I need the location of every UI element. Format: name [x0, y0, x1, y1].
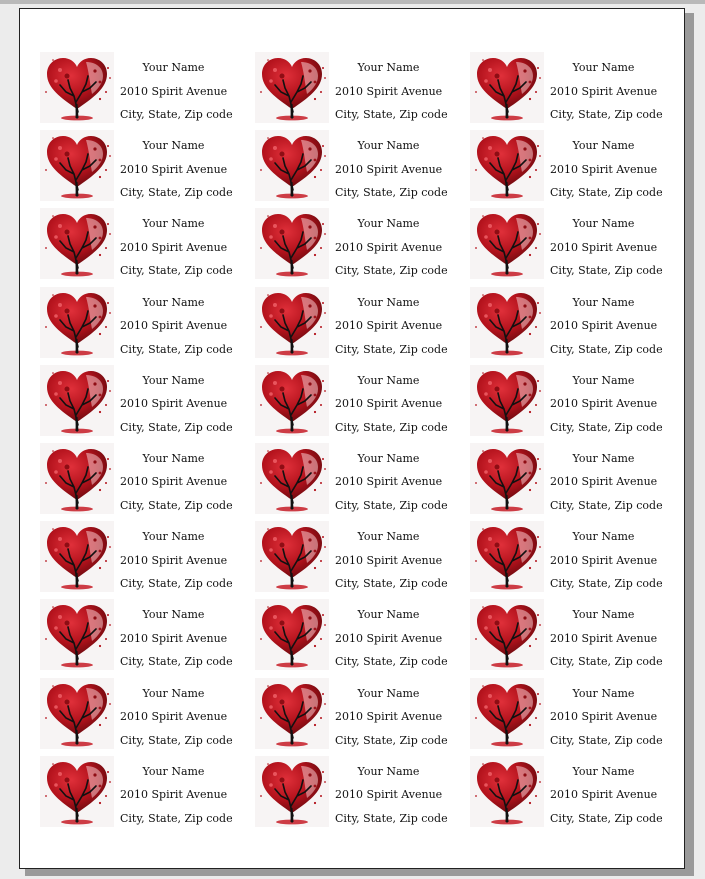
label-street: 2010 Spirit Avenue [550, 710, 658, 723]
address-text-block [120, 369, 233, 440]
address-text-block [120, 134, 233, 205]
label-street: 2010 Spirit Avenue [120, 319, 228, 333]
address-text-block [550, 212, 663, 283]
heart-tree-icon [40, 130, 114, 201]
address-text-block [120, 682, 233, 753]
address-label[interactable] [40, 599, 255, 677]
address-label[interactable] [40, 208, 255, 286]
address-label[interactable] [255, 756, 470, 834]
address-text-block [120, 760, 233, 831]
heart-tree-icon [470, 521, 544, 592]
window-top-edge [0, 0, 705, 4]
address-text-block [550, 447, 663, 518]
label-street: 2010 Spirit Avenue [335, 475, 443, 489]
label-name: Your Name [357, 764, 420, 778]
label-street: 2010 Spirit Avenue [120, 84, 228, 98]
label-city-line: City, State, Zip code [335, 811, 448, 825]
label-city-line: City, State, Zip code [550, 733, 663, 747]
heart-tree-icon [470, 599, 544, 670]
address-text-block [550, 56, 663, 127]
address-text-block [120, 603, 233, 674]
label-city-line: City, State, Zip code [335, 186, 448, 200]
label-street: 2010 Spirit Avenue [550, 397, 658, 411]
label-name: Your Name [357, 608, 420, 622]
label-street: 2010 Spirit Avenue [550, 788, 658, 802]
heart-tree-icon [255, 443, 329, 514]
label-street: 2010 Spirit Avenue [120, 162, 228, 176]
label-city-line: City, State, Zip code [335, 733, 448, 747]
address-label[interactable] [470, 521, 685, 599]
address-label[interactable] [470, 678, 685, 756]
heart-tree-icon [40, 521, 114, 592]
heart-tree-icon [40, 365, 114, 436]
address-label[interactable] [470, 287, 685, 365]
heart-tree-icon [40, 287, 114, 358]
address-text-block [335, 56, 448, 127]
label-street: 2010 Spirit Avenue [550, 631, 658, 645]
heart-tree-icon [40, 756, 114, 827]
label-street: 2010 Spirit Avenue [335, 84, 443, 98]
label-street: 2010 Spirit Avenue [550, 553, 658, 567]
label-city-line: City, State, Zip code [335, 498, 448, 512]
address-label[interactable] [255, 678, 470, 756]
heart-tree-icon [40, 208, 114, 279]
label-city-line: City, State, Zip code [550, 186, 663, 200]
address-text-block [335, 682, 448, 753]
label-street: 2010 Spirit Avenue [335, 553, 443, 567]
heart-tree-icon [470, 365, 544, 436]
heart-tree-icon [255, 208, 329, 279]
address-text-block [550, 760, 663, 831]
address-label[interactable] [470, 443, 685, 521]
label-street: 2010 Spirit Avenue [120, 788, 228, 802]
address-text-block [550, 291, 663, 362]
heart-tree-icon [470, 678, 544, 749]
address-text-block [550, 134, 663, 205]
label-street: 2010 Spirit Avenue [335, 397, 443, 411]
address-text-block [120, 447, 233, 518]
label-city-line: City, State, Zip code [120, 264, 233, 278]
label-name: Your Name [357, 451, 420, 465]
label-street: 2010 Spirit Avenue [120, 397, 228, 411]
label-name: Your Name [572, 295, 635, 309]
label-street: 2010 Spirit Avenue [550, 319, 658, 333]
address-label[interactable] [40, 756, 255, 834]
address-text-block [335, 760, 448, 831]
label-city-line: City, State, Zip code [120, 577, 233, 591]
label-name: Your Name [572, 139, 635, 153]
heart-tree-icon [470, 130, 544, 201]
label-name: Your Name [142, 217, 205, 231]
address-label[interactable] [40, 678, 255, 756]
label-street: 2010 Spirit Avenue [120, 475, 228, 489]
address-text-block [120, 212, 233, 283]
label-name: Your Name [142, 451, 205, 465]
address-text-block [120, 291, 233, 362]
label-name: Your Name [142, 61, 205, 74]
label-city-line: City, State, Zip code [120, 655, 233, 669]
address-label[interactable] [470, 52, 685, 130]
label-name: Your Name [572, 217, 635, 231]
label-city-line: City, State, Zip code [335, 264, 448, 278]
label-street: 2010 Spirit Avenue [550, 84, 658, 98]
label-name: Your Name [357, 61, 420, 74]
address-label[interactable] [40, 521, 255, 599]
address-label[interactable] [255, 365, 470, 443]
label-name: Your Name [142, 139, 205, 153]
heart-tree-icon [255, 52, 329, 123]
heart-tree-icon [40, 443, 114, 514]
heart-tree-icon [255, 521, 329, 592]
address-text-block [335, 447, 448, 518]
heart-tree-icon [470, 443, 544, 514]
heart-tree-icon [255, 365, 329, 436]
address-label[interactable] [255, 599, 470, 677]
label-street: 2010 Spirit Avenue [335, 788, 443, 802]
address-label[interactable] [470, 365, 685, 443]
label-street: 2010 Spirit Avenue [550, 162, 658, 176]
label-city-line: City, State, Zip code [550, 811, 663, 825]
heart-tree-icon [470, 52, 544, 123]
label-name: Your Name [572, 686, 635, 700]
label-city-line: City, State, Zip code [550, 498, 663, 512]
label-street: 2010 Spirit Avenue [335, 631, 443, 645]
address-label[interactable] [40, 130, 255, 208]
address-text-block [550, 525, 663, 596]
label-name: Your Name [142, 608, 205, 622]
label-name: Your Name [357, 295, 420, 309]
label-name: Your Name [142, 530, 205, 544]
label-city-line: City, State, Zip code [335, 420, 448, 434]
label-grid [40, 52, 685, 834]
address-label[interactable] [470, 599, 685, 677]
address-label[interactable] [255, 443, 470, 521]
address-text-block [120, 56, 233, 127]
label-name: Your Name [142, 373, 205, 387]
label-city-line: City, State, Zip code [335, 577, 448, 591]
label-city-line: City, State, Zip code [550, 420, 663, 434]
label-city-line: City, State, Zip code [550, 577, 663, 591]
address-text-block [550, 603, 663, 674]
address-text-block [335, 603, 448, 674]
address-label[interactable] [255, 208, 470, 286]
address-text-block [120, 525, 233, 596]
label-city-line: City, State, Zip code [550, 655, 663, 669]
label-city-line: City, State, Zip code [550, 264, 663, 278]
label-street: 2010 Spirit Avenue [335, 319, 443, 333]
heart-tree-icon [40, 678, 114, 749]
label-name: Your Name [357, 373, 420, 387]
address-label[interactable] [40, 287, 255, 365]
label-street: 2010 Spirit Avenue [335, 240, 443, 254]
label-street: 2010 Spirit Avenue [550, 240, 658, 254]
heart-tree-icon [470, 756, 544, 827]
label-name: Your Name [572, 61, 635, 74]
label-city-line: City, State, Zip code [120, 342, 233, 356]
address-text-block [550, 369, 663, 440]
label-name: Your Name [357, 686, 420, 700]
label-street: 2010 Spirit Avenue [120, 240, 228, 254]
label-name: Your Name [572, 608, 635, 622]
label-name: Your Name [357, 217, 420, 231]
label-street: 2010 Spirit Avenue [120, 710, 228, 723]
label-name: Your Name [572, 530, 635, 544]
label-city-line: City, State, Zip code [120, 733, 233, 747]
label-name: Your Name [572, 764, 635, 778]
heart-tree-icon [40, 599, 114, 670]
address-text-block [335, 134, 448, 205]
label-name: Your Name [572, 373, 635, 387]
heart-tree-icon [255, 287, 329, 358]
label-street: 2010 Spirit Avenue [550, 475, 658, 489]
address-label[interactable] [255, 287, 470, 365]
label-city-line: City, State, Zip code [335, 108, 448, 121]
label-street: 2010 Spirit Avenue [120, 553, 228, 567]
heart-tree-icon [255, 678, 329, 749]
heart-tree-icon [40, 52, 114, 123]
label-city-line: City, State, Zip code [120, 186, 233, 200]
label-street: 2010 Spirit Avenue [120, 631, 228, 645]
label-city-line: City, State, Zip code [120, 498, 233, 512]
address-label[interactable] [40, 365, 255, 443]
label-city-line: City, State, Zip code [550, 342, 663, 356]
address-label[interactable] [470, 756, 685, 834]
label-street: 2010 Spirit Avenue [335, 162, 443, 176]
address-text-block [335, 291, 448, 362]
label-city-line: City, State, Zip code [120, 108, 233, 121]
address-text-block [335, 212, 448, 283]
address-label[interactable] [255, 52, 470, 130]
label-name: Your Name [572, 451, 635, 465]
address-label[interactable] [255, 521, 470, 599]
heart-tree-icon [255, 599, 329, 670]
label-city-line: City, State, Zip code [120, 811, 233, 825]
address-label[interactable] [470, 208, 685, 286]
heart-tree-icon [470, 287, 544, 358]
heart-tree-icon [255, 756, 329, 827]
label-name: Your Name [357, 139, 420, 153]
label-city-line: City, State, Zip code [335, 655, 448, 669]
label-city-line: City, State, Zip code [120, 420, 233, 434]
address-label[interactable] [40, 443, 255, 521]
label-city-line: City, State, Zip code [335, 342, 448, 356]
label-name: Your Name [357, 530, 420, 544]
address-label[interactable] [255, 130, 470, 208]
label-sheet-page [19, 8, 685, 869]
label-city-line: City, State, Zip code [550, 108, 663, 121]
address-text-block [335, 525, 448, 596]
label-name: Your Name [142, 764, 205, 778]
address-label[interactable] [40, 52, 255, 130]
label-street: 2010 Spirit Avenue [335, 710, 443, 723]
label-name: Your Name [142, 295, 205, 309]
heart-tree-icon [255, 130, 329, 201]
address-text-block [335, 369, 448, 440]
label-name: Your Name [142, 686, 205, 700]
address-label[interactable] [470, 130, 685, 208]
address-text-block [550, 682, 663, 753]
heart-tree-icon [470, 208, 544, 279]
